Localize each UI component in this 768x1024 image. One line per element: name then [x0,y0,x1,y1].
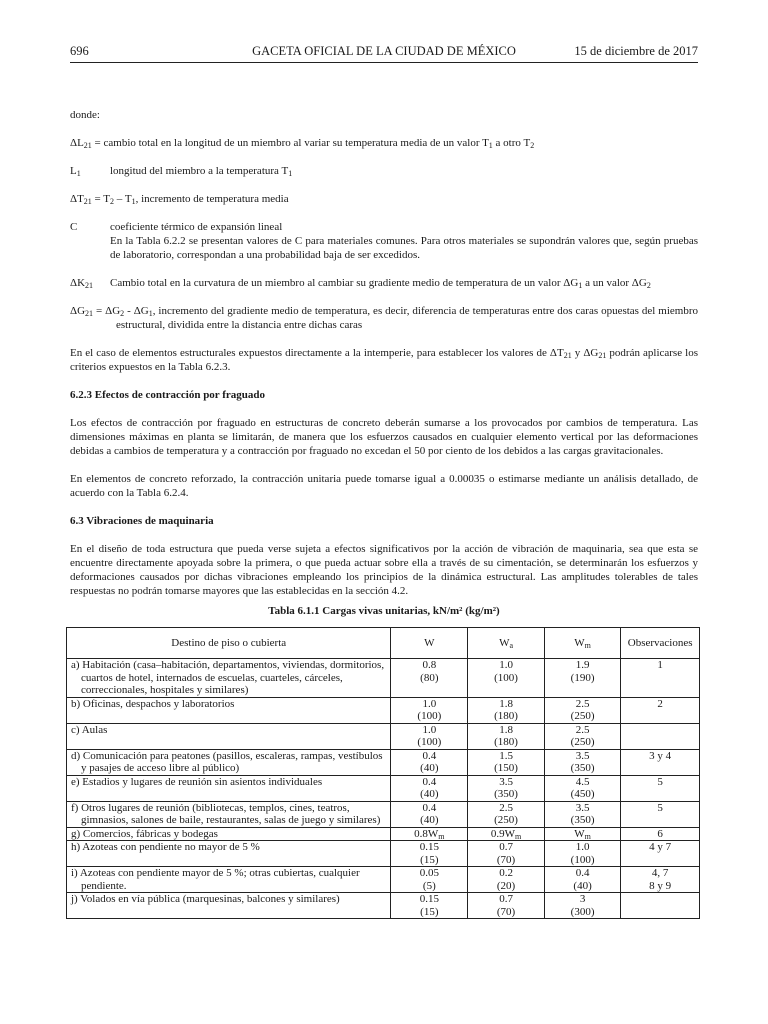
table-caption: Tabla 6.1.1 Cargas vivas unitarias, kN/m² (kg/m²) [268,605,500,617]
cell-wa: 0.7 (70) [468,893,545,919]
cell-obs: 6 [621,827,700,841]
cell-obs: 5 [621,801,700,827]
paragraph-6-3: En el diseño de toda estructura que pueda verse sujeta a efectos significativos por la acción de vibración de maquinaria, sea que esta se encuentre directamente apoyada sobre la primera, o que pueda actuar sobre ella a través de su cimentación, se determinarán los esfuerzos y deformaciones causados por dichas vibraciones empleando los principios de la dinámica estructural. Las amplitudes tolerables de tales respuestas no podrán tomarse mayores que las establecidas en la sección 4.2. [70,543,698,597]
cell-w: 0.4 (40) [391,801,468,827]
cell-obs [621,893,700,919]
def-delta-g21: $\Delta G_{21} = \Delta G_2 - \Delta G_1$, incremento del gradiente medio de temperatura, es decir, diferencia de temperaturas entre dos caras opuestas del miembro estructural, dividida entre la distancia entre dichas caras [70,305,698,331]
cell-destino: j) Volados en vía pública (marquesinas, balcones y similares) [67,893,391,919]
header-w: W [391,628,468,659]
cell-wa: 1.5 (150) [468,749,545,775]
cell-destino: h) Azoteas con pendiente no mayor de 5 % [67,841,391,867]
cell-obs: 4, 7 8 y 9 [621,867,700,893]
cell-obs: 5 [621,775,700,801]
cell-wm: $W_m$ [544,827,620,841]
cell-obs [621,723,700,749]
page-body [70,108,698,919]
table-row [67,697,700,723]
cell-wm: 2.5 (250) [544,723,620,749]
cell-obs: 4 y 7 [621,841,700,867]
header-wa: $W_a$ [468,628,545,659]
cell-wa: $0.9W_m$ [468,827,545,841]
cell-w: $0.8W_m$ [391,827,468,841]
cell-destino: i) Azoteas con pendiente mayor de 5 %; otras cubiertas, cualquier pendiente. [67,867,391,893]
paragraph-6-2-3-b: En elementos de concreto reforzado, la contracción unitaria puede tomarse igual a 0.00035 o estimarse mediante un análisis detallado, de acuerdo con la Tabla 6.2.4. [70,473,698,499]
table-row [67,867,700,893]
cell-wm: 1.0 (100) [544,841,620,867]
table-row [67,723,700,749]
cell-wm: 3 (300) [544,893,620,919]
heading-6-3: 6.3 Vibraciones de maquinaria [70,515,214,527]
page-number: 696 [70,44,89,58]
cell-destino: g) Comercios, fábricas y bodegas [67,827,391,841]
cell-w: 1.0 (100) [391,723,468,749]
cell-wm: 2.5 (250) [544,697,620,723]
cell-destino: d) Comunicación para peatones (pasillos, escaleras, rampas, vestíbulos y pasajes de acceso libre al público) [67,749,391,775]
def-delta-k21: $\Delta K_{21}$ Cambio total en la curvatura de un miembro al cambiar su gradiente medio de temperatura de un valor $\Delta G_1$ a un valor $\Delta G_2$ [70,277,651,290]
cell-wa: 3.5 (350) [468,775,545,801]
heading-6-2-3: 6.2.3 Efectos de contracción por fraguado [70,389,266,401]
def-delta-t21: $\Delta T_{21} = T_2 - T_1$, incremento de temperatura media [70,193,289,206]
def-c: C coeficiente térmico de expansión lineal En la Tabla 6.2.2 se presentan valores de C para materiales comunes. Para otros materiales se supondrán valores que, según pruebas de laboratorio, correspondan a una probabilidad baja de ser excedidos. [70,221,698,261]
table-row [67,893,700,919]
header-observaciones: Observaciones [621,628,700,659]
cell-wa: 0.2 (20) [468,867,545,893]
cell-wa: 2.5 (250) [468,801,545,827]
cell-destino: a) Habitación (casa–habitación, departamentos, viviendas, dormitorios, cuartos de hotel, internados de escuelas, cuarteles, cárceles, correccionales, hospitales y similares) [67,659,391,698]
cell-obs: 1 [621,659,700,698]
cell-wa: 1.8 (180) [468,723,545,749]
cell-w: 0.05 (5) [391,867,468,893]
header-wm: $W_m$ [544,628,620,659]
table-header-row [67,628,700,659]
table-row [67,841,700,867]
paragraph-expuestos: En el caso de elementos estructurales expuestos directamente a la intemperie, para establecer los valores de $\Delta T_{21}$ y $\Delta G_{21}$ podrán aplicarse los criterios expuestos en la Tabla 6.2.3. [70,347,698,373]
publication-title: GACETA OFICIAL DE LA CIUDAD DE MÉXICO [252,44,516,58]
cell-destino: c) Aulas [67,723,391,749]
cell-w: 0.15 (15) [391,841,468,867]
header-divider [70,62,698,63]
cell-wm: 3.5 (350) [544,749,620,775]
cell-wa: 1.8 (180) [468,697,545,723]
cell-obs: 2 [621,697,700,723]
cell-wa: 0.7 (70) [468,841,545,867]
cell-wm: 1.9 (190) [544,659,620,698]
cell-wm: 3.5 (350) [544,801,620,827]
cell-destino: b) Oficinas, despachos y laboratorios [67,697,391,723]
def-delta-l21: $\Delta L_{21}$ = cambio total en la longitud de un miembro al variar su temperatura media de un valor $T_1$ a otro $T_2$ [70,137,535,150]
cell-w: 1.0 (100) [391,697,468,723]
cell-destino: f) Otros lugares de reunión (bibliotecas, templos, cines, teatros, gimnasios, salones de baile, restaurantes, salas de juego y similares) [67,801,391,827]
cell-w: 0.4 (40) [391,775,468,801]
page-header [70,44,698,62]
table-row [67,775,700,801]
cell-wm: 4.5 (450) [544,775,620,801]
donde-label: donde: [70,109,100,121]
table-row [67,659,700,698]
cell-wm: 0.4 (40) [544,867,620,893]
header-destino: Destino de piso o cubierta [67,628,391,659]
table-row [67,801,700,827]
publication-date: 15 de diciembre de 2017 [574,44,698,58]
table-row [67,749,700,775]
live-loads-table [66,627,700,919]
table-row [67,827,700,841]
def-l1: $L_1$ longitud del miembro a la temperatura $T_1$ [70,165,293,178]
cell-w: 0.8 (80) [391,659,468,698]
cell-destino: e) Estadios y lugares de reunión sin asientos individuales [67,775,391,801]
cell-wa: 1.0 (100) [468,659,545,698]
cell-w: 0.4 (40) [391,749,468,775]
paragraph-6-2-3-a: Los efectos de contracción por fraguado en estructuras de concreto deberán sumarse a los provocados por cambios de temperatura. Las dimensiones máximas en planta se limitarán, de manera que los esfuerzos causados en cualquier elemento vertical por las deformaciones debidas a cambios de temperatura y a contracción por fraguado no excedan el 50 por ciento de los debidos a las cargas gravitacionales. [70,417,698,457]
cell-obs: 3 y 4 [621,749,700,775]
cell-w: 0.15 (15) [391,893,468,919]
